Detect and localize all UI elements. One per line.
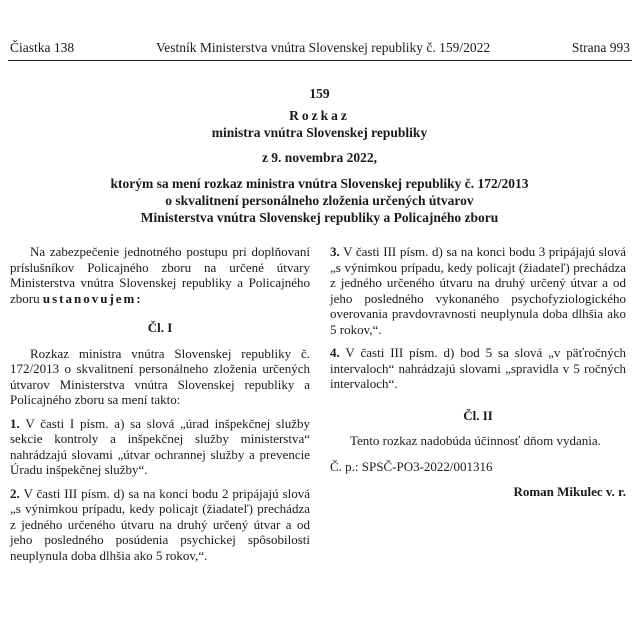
document-number: 159 xyxy=(309,86,330,101)
point-4 xyxy=(330,345,626,392)
point-3 xyxy=(330,244,626,337)
header-page-number: Strana 993 xyxy=(571,40,630,55)
document-issuer: ministra vnútra Slovenskej republiky xyxy=(211,125,428,140)
header-divider xyxy=(8,60,632,61)
point-1-number: 1. xyxy=(10,415,20,431)
signature: Roman Mikulec v. r. xyxy=(513,484,626,499)
document-type: Rozkaz xyxy=(289,108,350,123)
point-4-text: V časti III písm. d) bod 5 sa slová „v päťročných intervaloch“ nahrádzajú slovami „spravidla v 5 ročných intervaloch“. xyxy=(330,345,627,391)
point-1-text: V časti I písm. a) sa slová „úrad inšpekčnej služby sekcie kontroly a inšpekčnej služby ministerstva“ nahrádzajú slovami „útvar ochrannej služby a prevencie Úradu inšpekčnej služby“. xyxy=(10,415,310,477)
point-2-text: V časti III písm. d) sa na konci bodu 2 pripájajú slová „s výnimkou prípadu, kedy policajt (žiadateľ) prechádza z jedného určeného útvaru na druhý určený útvar a od jeho posledného posúdenia psychickej spôsobilosti neuplynula doba dlhšia ako 5 rokov,“. xyxy=(10,485,311,563)
point-2 xyxy=(10,486,310,564)
intro-paragraph xyxy=(10,244,310,306)
document-subject-line-2: o skvalitnení personálneho zloženia určených útvarov xyxy=(165,193,474,208)
left-column xyxy=(10,244,310,563)
point-1 xyxy=(10,416,310,478)
header-journal-title: Vestník Ministerstva vnútra Slovenskej republiky č. 159/2022 xyxy=(156,40,491,55)
intro-keyword: ustanovujem: xyxy=(42,290,143,306)
document-date: z 9. novembra 2022, xyxy=(261,150,378,165)
right-column xyxy=(330,244,626,500)
point-3-number: 3. xyxy=(330,244,340,259)
article-2-heading: Čl. II xyxy=(463,407,493,423)
point-2-number: 2. xyxy=(10,485,20,501)
document-subject-line-1: ktorým sa mení rozkaz ministra vnútra Slovenskej republiky č. 172/2013 xyxy=(110,176,529,191)
article-1-intro: Rozkaz ministra vnútra Slovenskej republiky č. 172/2013 o skvalitnení personálneho zloženia určených útvarov Ministerstva vnútra Slovenskej republiky a Policajného zboru sa mení takto: xyxy=(10,345,310,407)
point-4-number: 4. xyxy=(330,345,340,360)
reference-number: Č. p.: SPSČ-PO3-2022/001316 xyxy=(330,458,493,474)
header-issue: Čiastka 138 xyxy=(10,40,75,55)
article-1-heading: Čl. I xyxy=(147,320,173,335)
document-subject-line-3: Ministerstva vnútra Slovenskej republiky a Policajného zboru xyxy=(140,210,499,225)
page-header xyxy=(10,40,630,58)
intro-text: Na zabezpečenie jednotného postupu pri doplňovaní príslušníkov Policajného zboru na určené útvary Ministerstva vnútra Slovenskej republiky a Policajného zboru xyxy=(10,244,310,306)
point-3-text: V časti III písm. d) sa na konci bodu 3 pripájajú slová „s výnimkou prípadu, kedy policajt (žiadateľ) prechádza z jedného určeného útvaru na druhý určený útvar a od jeho posledného vykonaného psychofyziologického overovania pravdovravnosti neuplynula doba dlhšia ako 5 rokov,“. xyxy=(330,244,627,337)
article-2-text: Tento rozkaz nadobúda účinnosť dňom vydania. xyxy=(350,433,601,448)
